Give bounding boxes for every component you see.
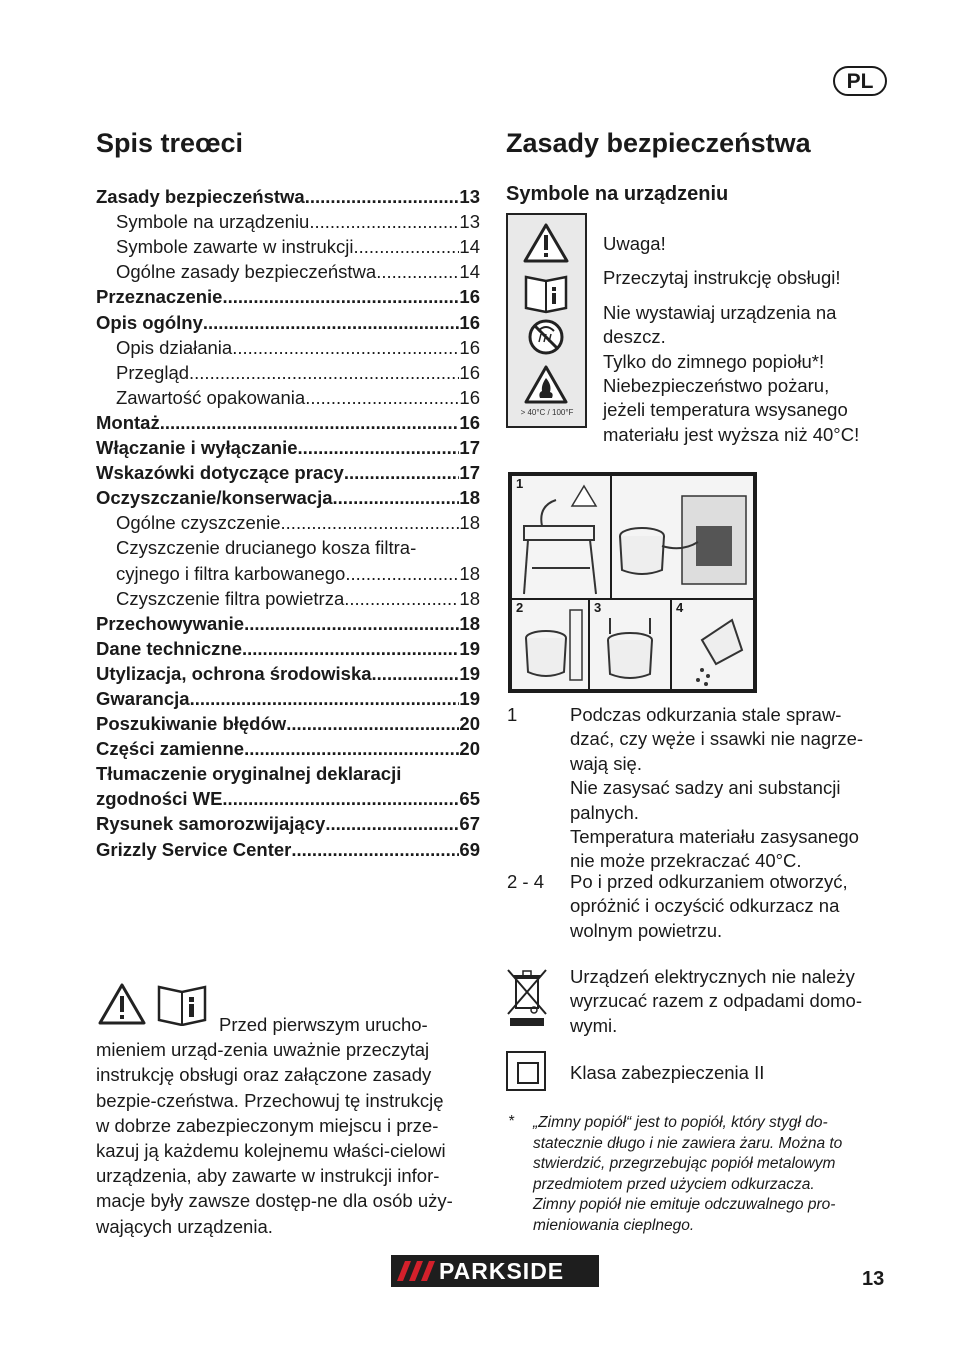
toc-entry-page: 69	[459, 838, 480, 860]
toc-entry-page: 16	[459, 286, 480, 308]
toc-entry	[96, 535, 480, 560]
toc-entry	[96, 510, 480, 535]
toc-entry-page: 13	[459, 211, 480, 233]
item-number: 2 - 4	[507, 871, 545, 892]
footnote-mark: *	[508, 1113, 515, 1130]
toc-leader-dots	[298, 435, 460, 460]
toc-leader-dots	[244, 611, 459, 636]
toc-entry-label: Symbole na urządzeniu	[116, 211, 310, 233]
toc-entry	[96, 560, 480, 585]
toc-entry	[96, 385, 480, 410]
toc-entry-label: Części zamienne	[96, 738, 245, 760]
toc-entry-label: Wskazówki dotyczące pracy	[96, 462, 344, 484]
symbols-subtitle: Symbole na urządzeniu	[506, 183, 729, 205]
toc-entry	[96, 184, 480, 209]
toc-entry	[96, 786, 480, 811]
item-line: dzać, czy węże i ssawki nie nagrze-	[570, 728, 864, 750]
item-line: Podczas odkurzania stale spraw-	[570, 704, 842, 725]
toc-entry	[96, 711, 480, 736]
toc-entry-page: 14	[459, 261, 480, 283]
symbol-line: jeżeli temperatura wsysanego	[603, 399, 848, 421]
toc-entry-label: Ogólne zasady bezpieczeństwa	[116, 261, 377, 283]
footnote-line: mieniowania cieplnego.	[533, 1216, 695, 1234]
toc-entry-label: Gwarancja	[96, 687, 190, 709]
class-ii-icon	[506, 1051, 546, 1091]
toc-entry-page: 18	[459, 512, 480, 534]
symbol-line: Tylko do zimnego popiołu*!	[603, 350, 825, 372]
toc-entry-label: Montaż	[96, 411, 160, 433]
toc-entry-page: 18	[459, 587, 480, 609]
warning-line: urządzenia, aby zawarte w instrukcji infor-	[96, 1165, 440, 1187]
footnote-line: przedmiotem przed użyciem odkurzacza.	[533, 1175, 815, 1193]
symbol-line: Niebezpieczeństwo pożaru,	[603, 375, 830, 397]
toc-entry	[96, 209, 480, 234]
toc-entry-label: Opis ogólny	[96, 311, 203, 333]
toc-entry	[96, 259, 480, 284]
toc-entry-label: Dane techniczne	[96, 637, 242, 659]
toc-entry	[96, 586, 480, 611]
illustration-panel-4	[672, 600, 753, 689]
toc-entry-page: 20	[459, 738, 480, 760]
toc-entry	[96, 485, 480, 510]
illustration-panel-3	[590, 600, 670, 689]
illustration-label: 4	[676, 600, 684, 615]
toc-entry-page: 67	[459, 813, 480, 835]
toc-entry-page: 16	[459, 336, 480, 358]
brand-name: PARKSIDE	[439, 1258, 565, 1284]
toc-entry	[96, 811, 480, 836]
logo-stripes-icon	[395, 1255, 439, 1287]
footnote-line: Zimny popiół nie emituje odczuwalnego pro-	[533, 1196, 836, 1214]
toc-leader-dots	[372, 661, 460, 686]
toc-entry-label: Grizzly Service Center	[96, 838, 292, 860]
toc-entry-label: Czyszczenie drucianego kosza filtra-	[116, 537, 417, 559]
toc-leader-dots	[244, 736, 459, 761]
toc-entry-label: Utylizacja, ochrona środowiska	[96, 662, 372, 684]
warning-line: bezpie-czeństwa. Przechowuj tę instrukcję	[96, 1089, 444, 1111]
toc-entry-label: Opis działania	[116, 336, 233, 358]
toc-leader-dots	[333, 485, 460, 510]
footnote-line: stwierdzić, przegrzebując popiół metalowym	[533, 1155, 836, 1173]
toc-entry-page: 17	[459, 437, 480, 459]
toc-entry-page: 17	[459, 462, 480, 484]
toc-entry-page: 18	[459, 487, 480, 509]
toc-entry-label: Rysunek samorozwijający	[96, 813, 326, 835]
toc-leader-dots	[281, 510, 460, 535]
toc-entry-label: Tłumaczenie oryginalnej deklaracji	[96, 763, 402, 785]
illustration-panel-1b	[612, 476, 753, 598]
toc-entry-label: Oczyszczanie/konserwacja	[96, 487, 333, 509]
toc-leader-dots	[344, 460, 460, 485]
toc-entry	[96, 410, 480, 435]
weee-line: Urządzeń elektrycznych nie należy	[570, 966, 855, 987]
symbol-line: materiału jest wyższa niż 40°C!	[603, 423, 860, 445]
toc-entry	[96, 836, 480, 861]
toc-leader-dots	[190, 686, 460, 711]
device-symbols-panel	[506, 213, 587, 428]
weee-line: wyrzucać razem z odpadami domo-	[570, 990, 862, 1012]
fire-hazard-icon	[526, 367, 566, 402]
toc-entry-page: 19	[459, 662, 480, 684]
no-rain-icon	[530, 321, 562, 353]
toc-leader-dots	[160, 410, 460, 435]
symbol-line: Uwaga!	[603, 233, 666, 254]
toc-title: Spis treœci	[96, 128, 244, 158]
toc-entry-page: 19	[459, 687, 480, 709]
toc-entry	[96, 636, 480, 661]
toc-entry-label: Zawartość opakowania	[116, 386, 306, 408]
toc-entry	[96, 234, 480, 259]
toc-entry-label: Ogólne czyszczenie	[116, 512, 281, 534]
item-line: nie może przekraczać 40°C.	[570, 850, 802, 872]
toc-entry-label: Zasady bezpieczeństwa	[96, 186, 305, 208]
toc-entry	[96, 309, 480, 334]
toc-entry-label: zgodności WE	[96, 788, 223, 810]
illustration-label: 3	[594, 600, 602, 615]
warning-triangle-icon	[525, 225, 567, 261]
toc-entry-label: Przechowywanie	[96, 612, 245, 634]
usage-illustration	[508, 472, 757, 693]
illustration-label: 2	[516, 600, 524, 615]
toc-entry	[96, 360, 480, 385]
toc-entry	[96, 661, 480, 686]
footnote	[533, 1113, 923, 1237]
toc-entry	[96, 736, 480, 761]
toc-leader-dots	[305, 184, 460, 209]
crossed-bin-icon	[506, 966, 548, 1028]
toc-entry	[96, 435, 480, 460]
symbol-descriptions	[603, 232, 923, 447]
item-line: Temperatura materiału zasysanego	[570, 826, 859, 848]
item-2-text	[570, 870, 900, 943]
symbol-line: Nie wystawiaj urządzenia na	[603, 301, 837, 323]
toc-entry-page: 18	[459, 562, 480, 584]
toc-leader-dots	[344, 586, 459, 611]
safety-title: Zasady bezpieczeństwa	[506, 128, 811, 158]
table-of-contents	[96, 184, 480, 862]
temperature-label: > 40°C / 100°F	[520, 408, 574, 417]
toc-leader-dots	[325, 811, 459, 836]
toc-entry	[96, 611, 480, 636]
toc-leader-dots	[345, 561, 459, 586]
footnote-line: statecznie długo i nie zawiera żaru. Można to	[533, 1134, 843, 1152]
toc-leader-dots	[242, 636, 459, 661]
toc-entry-page: 20	[459, 713, 480, 735]
toc-entry-label: cyjnego i filtra karbowanego	[116, 562, 346, 584]
toc-leader-dots	[354, 234, 460, 259]
class-ii-text: Klasa zabezpieczenia II	[570, 1062, 765, 1083]
weee-line: wymi.	[570, 1014, 618, 1036]
toc-entry	[96, 284, 480, 309]
toc-entry-label: Przegląd	[116, 361, 190, 383]
page-number: 13	[862, 1268, 885, 1290]
warning-line: Przed pierwszym urucho-	[219, 1014, 428, 1035]
warning-line: w dobrze zabezpieczonym miejscu i prze-	[96, 1114, 439, 1136]
warning-line: macje były zawsze dostęp-ne dla osób uży-	[96, 1190, 453, 1212]
toc-entry-page: 16	[459, 386, 480, 408]
toc-entry-label: Przeznaczenie	[96, 286, 223, 308]
toc-entry-label: Poszukiwanie błędów	[96, 713, 287, 735]
toc-leader-dots	[291, 837, 459, 862]
warning-line: kazuj ją każdemu kolejnemu właści-cielowi	[96, 1140, 446, 1162]
toc-leader-dots	[286, 711, 459, 736]
toc-entry-label: Czyszczenie filtra powietrza	[116, 587, 345, 609]
toc-entry-label: Symbole zawarte w instrukcji	[116, 236, 354, 258]
toc-entry-page: 16	[459, 411, 480, 433]
toc-entry-page: 19	[459, 637, 480, 659]
toc-leader-dots	[203, 310, 460, 335]
item-1-text	[570, 703, 900, 874]
toc-entry-page: 16	[459, 311, 480, 333]
toc-entry	[96, 761, 480, 786]
toc-leader-dots	[376, 259, 459, 284]
warning-paragraph	[96, 1012, 486, 1239]
toc-leader-dots	[189, 360, 459, 385]
toc-entry	[96, 460, 480, 485]
toc-entry	[96, 335, 480, 360]
toc-entry-page: 14	[459, 236, 480, 258]
item-line: Po i przed odkurzaniem otworzyć,	[570, 871, 848, 892]
toc-leader-dots	[222, 284, 459, 309]
toc-leader-dots	[309, 209, 459, 234]
item-line: wają się.	[570, 752, 642, 774]
toc-leader-dots	[232, 335, 459, 360]
toc-entry-page: 13	[459, 186, 480, 208]
weee-text	[570, 965, 900, 1038]
warning-line: instrukcję obsługi oraz załączone zasady	[96, 1064, 432, 1086]
item-line: wolnym powietrzu.	[570, 919, 723, 941]
manual-book-icon	[526, 277, 566, 312]
toc-leader-dots	[305, 385, 459, 410]
toc-leader-dots	[222, 786, 459, 811]
symbol-line: Przeczytaj instrukcję obsługi!	[603, 267, 841, 289]
toc-entry-page: 65	[459, 788, 480, 810]
parkside-logo	[391, 1255, 599, 1287]
illustration-panel-2	[512, 600, 588, 689]
illustration-panel-1	[512, 476, 610, 598]
toc-entry-page: 16	[459, 361, 480, 383]
toc-entry	[96, 686, 480, 711]
footnote-line: „Zimny popiół“ jest to popiół, który stygł do-	[533, 1114, 828, 1131]
item-line: opróżnić i oczyścić odkurzacz na	[570, 895, 840, 917]
item-line: Nie zasysać sadzy ani substancji	[570, 777, 841, 799]
toc-entry-label: Włączanie i wyłączanie	[96, 437, 298, 459]
item-number: 1	[507, 704, 518, 725]
warning-line: mieniem urząd-zenia uważnie przeczytaj	[96, 1039, 430, 1061]
illustration-label: 1	[516, 476, 524, 491]
language-badge: PL	[833, 66, 887, 96]
warning-line: wających urządzenia.	[96, 1215, 273, 1237]
toc-entry-page: 18	[459, 612, 480, 634]
symbol-line: deszcz.	[603, 326, 666, 348]
item-line: palnych.	[570, 801, 639, 823]
